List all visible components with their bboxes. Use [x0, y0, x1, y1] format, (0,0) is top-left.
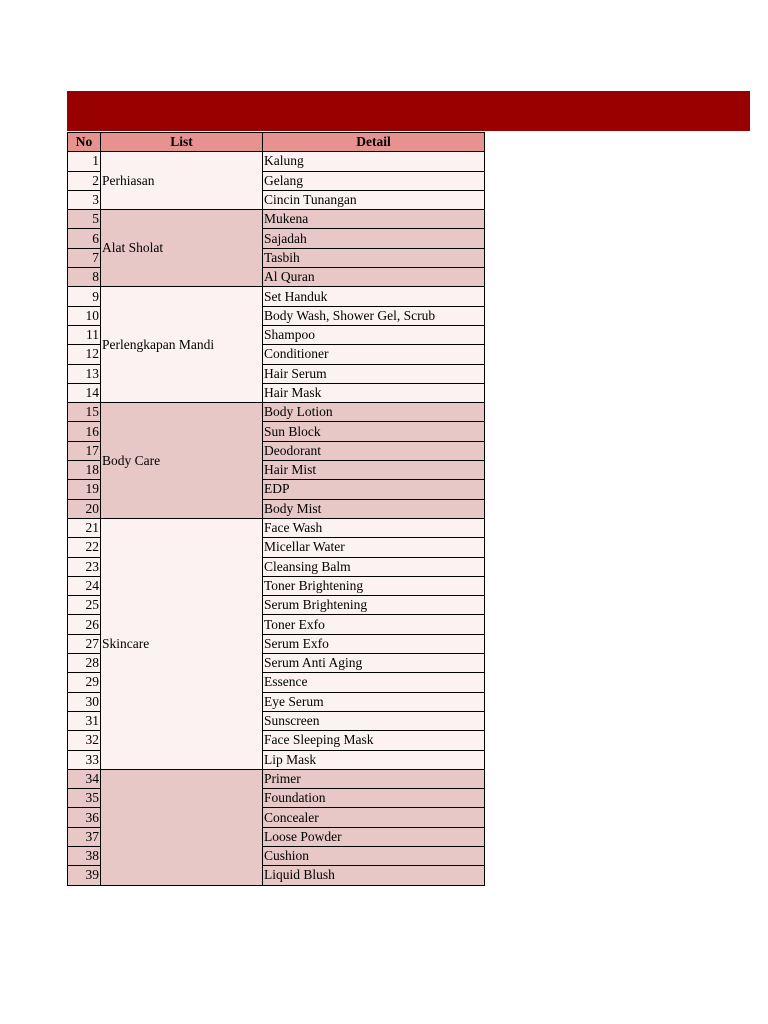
cell-no: 15 [68, 403, 101, 422]
cell-detail: Cincin Tunangan [263, 190, 485, 209]
cell-no: 33 [68, 750, 101, 769]
cell-no: 30 [68, 692, 101, 711]
cell-detail: Serum Brightening [263, 596, 485, 615]
cell-detail: Loose Powder [263, 827, 485, 846]
header-row [68, 133, 485, 152]
cell-detail: Conditioner [263, 345, 485, 364]
cell-no: 11 [68, 325, 101, 344]
cell-no: 9 [68, 287, 101, 306]
cell-detail: Concealer [263, 808, 485, 827]
cell-detail: Cushion [263, 846, 485, 865]
cell-no: 12 [68, 345, 101, 364]
cell-no: 22 [68, 538, 101, 557]
cell-no: 18 [68, 461, 101, 480]
cell-detail: Primer [263, 769, 485, 788]
cell-no: 20 [68, 499, 101, 518]
cell-no: 2 [68, 171, 101, 190]
cell-no: 32 [68, 731, 101, 750]
cell-no: 7 [68, 248, 101, 267]
cell-detail: Face Sleeping Mask [263, 731, 485, 750]
item-table [67, 132, 485, 886]
cell-detail: Cleansing Balm [263, 557, 485, 576]
cell-detail: Body Wash, Shower Gel, Scrub [263, 306, 485, 325]
cell-no: 39 [68, 866, 101, 885]
cell-detail: Hair Serum [263, 364, 485, 383]
header-no: No [68, 133, 101, 152]
cell-no: 5 [68, 210, 101, 229]
cell-no: 13 [68, 364, 101, 383]
table-row [68, 152, 485, 171]
cell-no: 31 [68, 711, 101, 730]
cell-no: 3 [68, 190, 101, 209]
cell-no: 8 [68, 268, 101, 287]
cell-list-category: Skincare [101, 518, 263, 769]
cell-no: 26 [68, 615, 101, 634]
cell-detail: Eye Serum [263, 692, 485, 711]
cell-no: 36 [68, 808, 101, 827]
cell-detail: Lip Mask [263, 750, 485, 769]
cell-no: 6 [68, 229, 101, 248]
cell-detail: Tasbih [263, 248, 485, 267]
cell-detail: Deodorant [263, 441, 485, 460]
cell-detail: Face Wash [263, 518, 485, 537]
table-row [68, 769, 485, 788]
cell-list-category: Perlengkapan Mandi [101, 287, 263, 403]
cell-no: 17 [68, 441, 101, 460]
table-row [68, 287, 485, 306]
table-row [68, 403, 485, 422]
cell-no: 24 [68, 576, 101, 595]
title-banner [67, 91, 750, 131]
cell-detail: Set Handuk [263, 287, 485, 306]
cell-detail: EDP [263, 480, 485, 499]
cell-detail: Foundation [263, 789, 485, 808]
cell-no: 25 [68, 596, 101, 615]
cell-list-category: Alat Sholat [101, 210, 263, 287]
cell-detail: Serum Exfo [263, 634, 485, 653]
cell-list-category [101, 769, 263, 885]
cell-no: 27 [68, 634, 101, 653]
cell-detail: Al Quran [263, 268, 485, 287]
cell-detail: Mukena [263, 210, 485, 229]
cell-detail: Liquid Blush [263, 866, 485, 885]
cell-detail: Hair Mist [263, 461, 485, 480]
cell-no: 19 [68, 480, 101, 499]
cell-no: 21 [68, 518, 101, 537]
cell-no: 37 [68, 827, 101, 846]
cell-detail: Sajadah [263, 229, 485, 248]
cell-detail: Sunscreen [263, 711, 485, 730]
cell-no: 1 [68, 152, 101, 171]
cell-detail: Micellar Water [263, 538, 485, 557]
cell-detail: Serum Anti Aging [263, 654, 485, 673]
cell-list-category: Perhiasan [101, 152, 263, 210]
cell-no: 14 [68, 383, 101, 402]
header-detail: Detail [263, 133, 485, 152]
cell-detail: Essence [263, 673, 485, 692]
cell-no: 28 [68, 654, 101, 673]
cell-detail: Shampoo [263, 325, 485, 344]
cell-detail: Kalung [263, 152, 485, 171]
header-list: List [101, 133, 263, 152]
cell-no: 16 [68, 422, 101, 441]
table-body [68, 152, 485, 885]
cell-detail: Toner Exfo [263, 615, 485, 634]
cell-no: 38 [68, 846, 101, 865]
cell-no: 10 [68, 306, 101, 325]
cell-no: 34 [68, 769, 101, 788]
cell-detail: Gelang [263, 171, 485, 190]
cell-detail: Hair Mask [263, 383, 485, 402]
cell-list-category: Body Care [101, 403, 263, 519]
cell-detail: Toner Brightening [263, 576, 485, 595]
cell-no: 35 [68, 789, 101, 808]
table-row [68, 210, 485, 229]
table-row [68, 518, 485, 537]
cell-detail: Sun Block [263, 422, 485, 441]
cell-no: 29 [68, 673, 101, 692]
cell-detail: Body Mist [263, 499, 485, 518]
cell-no: 23 [68, 557, 101, 576]
cell-detail: Body Lotion [263, 403, 485, 422]
